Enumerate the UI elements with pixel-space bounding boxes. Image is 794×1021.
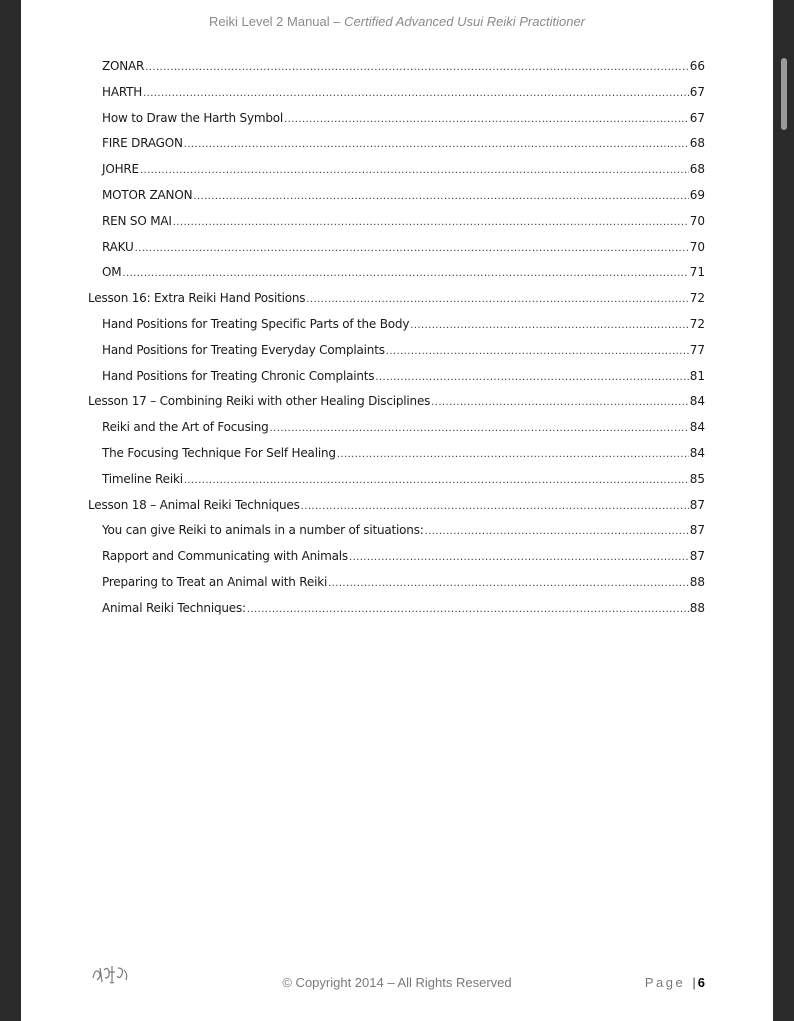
toc-entry-title: Lesson 18 – Animal Reiki Techniques (88, 497, 300, 512)
toc-entry-page: 70 (689, 213, 705, 228)
toc-entry-title: How to Draw the Harth Symbol (102, 110, 284, 125)
toc-entry[interactable] (102, 59, 705, 79)
toc-entry[interactable] (102, 601, 705, 621)
toc-entry-page: 85 (689, 471, 705, 486)
toc-entry-page: 67 (689, 110, 705, 125)
toc-dot-leader (425, 526, 689, 537)
header-subtitle: Certified Advanced Usui Reiki Practitioner (344, 14, 585, 29)
toc-entry[interactable] (102, 111, 705, 131)
toc-entry[interactable] (102, 188, 705, 208)
toc-entry-title: Animal Reiki Techniques: (102, 600, 246, 615)
toc-entry-page: 87 (689, 497, 705, 512)
toc-dot-leader (301, 501, 689, 512)
toc-entry[interactable] (102, 214, 705, 234)
toc-dot-leader (328, 578, 689, 589)
footer-page-number (645, 975, 705, 990)
toc-dot-leader (431, 397, 689, 408)
toc-entry-page: 88 (689, 575, 705, 589)
toc-dot-leader (284, 114, 689, 125)
toc-entry-title: Hand Positions for Treating Chronic Complaints (102, 368, 375, 383)
toc-dot-leader (247, 604, 689, 615)
toc-entry-title: ZONAR (102, 59, 145, 73)
toc-entry[interactable] (102, 420, 705, 440)
toc-dot-leader (135, 243, 689, 254)
toc-dot-leader (140, 165, 689, 176)
toc-dot-leader (122, 268, 688, 279)
toc-entry-title: RAKU (102, 239, 134, 254)
page-separator: | (692, 975, 696, 990)
toc-entry-title: Preparing to Treat an Animal with Reiki (102, 575, 328, 589)
document-page (21, 0, 773, 1021)
toc-entry-title: Rapport and Communicating with Animals (102, 549, 348, 564)
toc-entry-page: 66 (689, 59, 705, 73)
toc-dot-leader (193, 191, 688, 202)
toc-entry[interactable] (88, 291, 705, 311)
footer-copyright: © Copyright 2014 – All Rights Reserved (282, 975, 512, 990)
toc-entry-page: 77 (689, 342, 705, 357)
toc-dot-leader (386, 346, 689, 357)
toc-entry[interactable] (102, 317, 705, 337)
toc-entry-page: 71 (689, 265, 705, 280)
toc-entry-page: 67 (689, 84, 705, 99)
toc-entry[interactable] (102, 472, 705, 492)
scrollbar-track[interactable] (773, 0, 794, 1021)
header-title: Reiki Level 2 Manual (208, 14, 330, 29)
toc-dot-leader (349, 552, 689, 563)
toc-dot-leader (337, 449, 689, 460)
toc-entry-title: REN SO MAI (102, 213, 172, 228)
scrollbar-thumb[interactable] (781, 58, 787, 130)
toc-entry-page: 87 (689, 549, 705, 564)
toc-entry-title: You can give Reiki to animals in a number of situations: (102, 523, 424, 538)
toc-entry-page: 88 (689, 600, 705, 615)
toc-entry-title: OM (102, 265, 122, 280)
toc-entry-page: 70 (689, 239, 705, 254)
toc-entry[interactable] (102, 343, 705, 363)
toc-entry-title: Lesson 17 – Combining Reiki with other Healing Disciplines (88, 394, 431, 409)
toc-entry[interactable] (102, 549, 705, 569)
toc-entry[interactable] (102, 85, 705, 105)
toc-entry[interactable] (102, 240, 705, 260)
toc-entry-title: FIRE DRAGON (102, 136, 183, 151)
toc-entry[interactable] (102, 265, 705, 285)
toc-entry[interactable] (102, 523, 705, 543)
toc-entry-title: Hand Positions for Treating Everyday Complaints (102, 342, 385, 357)
toc-dot-leader (410, 320, 688, 331)
toc-entry-page: 68 (689, 136, 705, 151)
toc-entry-title: HARTH (102, 84, 143, 99)
toc-entry-page: 72 (689, 291, 705, 306)
toc-entry-title: Timeline Reiki (102, 471, 183, 486)
toc-entry-title: Hand Positions for Treating Specific Parts of the Body (102, 317, 410, 331)
toc-entry-page: 81 (689, 368, 705, 383)
toc-entry-title: JOHRE (102, 162, 139, 177)
toc-entry-title: The Focusing Technique For Self Healing (102, 446, 336, 460)
page-header (21, 14, 773, 29)
toc-entry-title: MOTOR ZANON (102, 188, 193, 202)
toc-dot-leader (184, 139, 689, 150)
toc-entry-page: 84 (689, 420, 705, 435)
toc-entry[interactable] (102, 369, 705, 389)
toc-entry-title: Lesson 16: Extra Reiki Hand Positions (88, 291, 306, 306)
toc-entry[interactable] (102, 446, 705, 466)
page-label: Page (644, 975, 686, 990)
toc-dot-leader (306, 294, 688, 305)
toc-entry[interactable] (102, 575, 705, 595)
toc-entry-title: Reiki and the Art of Focusing (102, 420, 269, 435)
toc-entry[interactable] (102, 162, 705, 182)
toc-entry-page: 72 (689, 317, 705, 331)
page-number: 6 (697, 975, 705, 990)
toc-entry-page: 84 (689, 394, 705, 409)
toc-entry[interactable] (88, 498, 705, 518)
toc-entry-page: 87 (689, 523, 705, 538)
toc-dot-leader (375, 372, 688, 383)
toc-entry-page: 84 (689, 446, 705, 460)
toc-entry-page: 68 (689, 162, 705, 177)
header-separator: – (333, 14, 341, 29)
toc-dot-leader (143, 88, 689, 99)
toc-dot-leader (270, 423, 689, 434)
toc-dot-leader (184, 475, 689, 486)
toc-dot-leader (145, 62, 689, 73)
toc-entry[interactable] (102, 136, 705, 156)
toc-dot-leader (173, 217, 689, 228)
toc-entry[interactable] (88, 394, 705, 414)
toc-entry-page: 69 (689, 188, 705, 202)
